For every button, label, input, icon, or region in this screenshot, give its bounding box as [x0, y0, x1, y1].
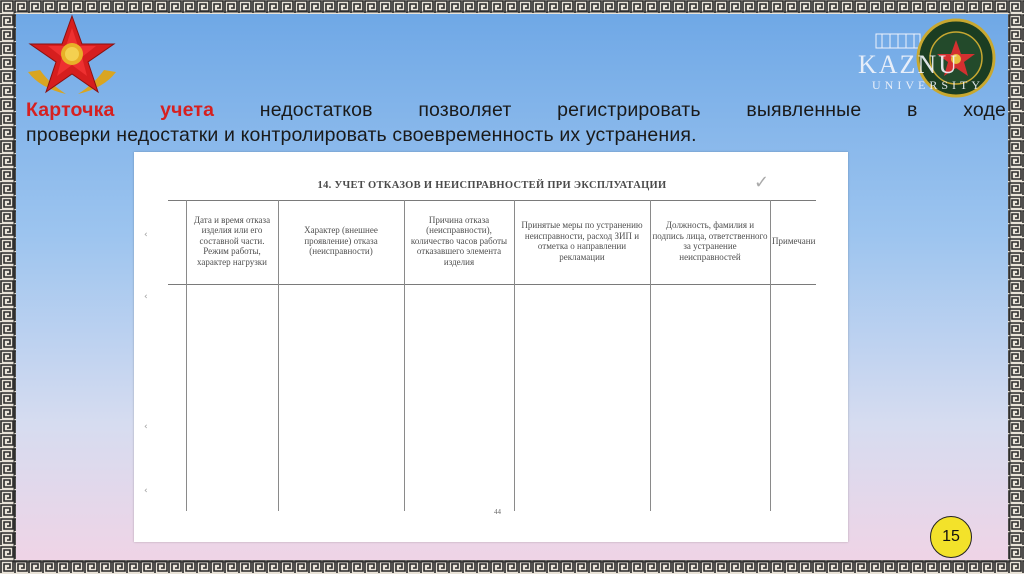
faults-table [168, 200, 816, 511]
document-page-number: 44 [494, 508, 501, 516]
column-divider [770, 200, 771, 511]
column-divider [186, 200, 187, 511]
scanned-document [134, 152, 848, 542]
slide [16, 14, 1008, 560]
margin-mark: ‹ [144, 422, 148, 432]
table-top-rule [168, 200, 816, 201]
slide-number-badge: 15 [930, 516, 972, 558]
column-header-notes: Примечани [772, 235, 816, 246]
column-divider [514, 200, 515, 511]
heading-line-1 [26, 98, 1006, 123]
column-divider [404, 200, 405, 511]
document-title: 14. УЧЕТ ОТКАЗОВ И НЕИСПРАВНОСТЕЙ ПРИ ЭКСПЛУАТАЦИИ [317, 180, 667, 191]
heading-line-2: проверки недостатки и контролировать своевременность их устранения. [26, 124, 697, 146]
military-star-emblem-icon [20, 14, 124, 98]
column-header-datetime: Дата и время отказа изделия или его составной части. Режим работы, характер нагрузки [193, 214, 271, 267]
check-mark-icon: ✓ [754, 172, 770, 193]
table-header-rule [168, 284, 816, 285]
column-divider [278, 200, 279, 511]
column-header-responsible: Должность, фамилия и подпись лица, ответственного за устранение неисправностей [652, 220, 768, 262]
heading-rest: недостатков позволяет регистрировать выявленные в ходе [259, 99, 1007, 121]
margin-mark: ‹ [144, 486, 148, 496]
university-name-line2: UNIVERSITY [872, 78, 984, 92]
column-header-fault-cause: Причина отказа (неисправности), количество часов работы отказавшего элемента изделия [410, 214, 508, 267]
margin-mark: ‹ [144, 230, 148, 240]
margin-mark: ‹ [144, 292, 148, 302]
column-header-fault-nature: Характер (внешнее проявление) отказа (неисправности) [304, 225, 378, 257]
slide-heading [26, 98, 1006, 148]
heading-highlight: Карточка учета [26, 99, 215, 121]
university-name-line1: KAZNU [858, 50, 959, 79]
column-header-measures: Принятые меры по устранению неисправности, расход ЗИП и отметка о направлении рекламации [521, 220, 643, 262]
column-divider [650, 200, 651, 511]
